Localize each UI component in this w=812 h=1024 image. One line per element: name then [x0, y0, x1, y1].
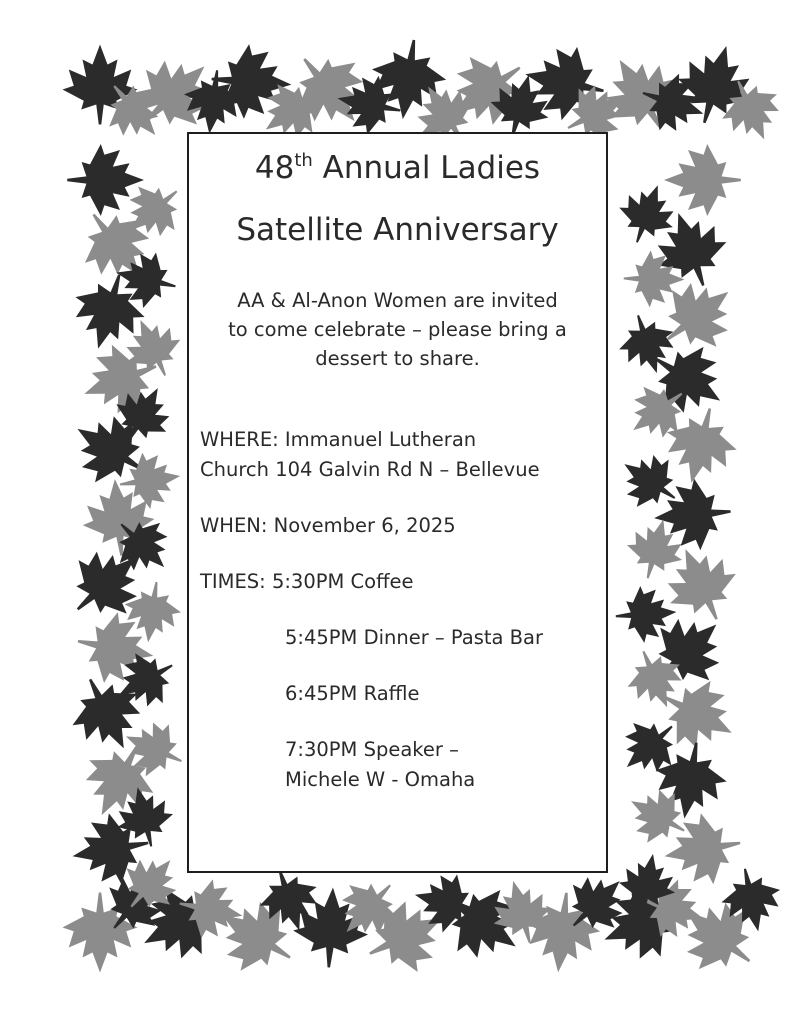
invitation-text — [189, 286, 606, 373]
times-dinner: 5:45PM Dinner – Pasta Bar — [285, 626, 544, 649]
where-line-2: Church 104 Galvin Rd N – Bellevue — [200, 458, 540, 481]
anniversary-number: 48 — [254, 150, 295, 186]
invitation-line: to come celebrate – please bring a — [228, 318, 567, 341]
times-coffee: TIMES: 5:30PM Coffee — [200, 570, 414, 593]
invitation-line: AA & Al-Anon Women are invited — [237, 289, 558, 312]
times-raffle: 6:45PM Raffle — [285, 682, 420, 705]
title-line-1 — [189, 150, 606, 186]
invitation-panel — [187, 132, 608, 873]
title-line-1-text: Annual Ladies — [312, 150, 541, 186]
title-line-2: Satellite Anniversary — [236, 212, 559, 248]
maple-leaf-icon — [67, 144, 144, 216]
where-line-1: WHERE: Immanuel Lutheran — [200, 428, 477, 451]
ordinal-suffix: th — [294, 150, 313, 171]
times-speaker-2: Michele W - Omaha — [285, 768, 476, 791]
invitation-line: dessert to share. — [315, 347, 480, 370]
maple-leaf-icon — [120, 578, 185, 646]
when-line: WHEN: November 6, 2025 — [200, 514, 456, 537]
times-speaker-1: 7:30PM Speaker – — [285, 738, 459, 761]
maple-leaf-icon — [664, 144, 741, 216]
